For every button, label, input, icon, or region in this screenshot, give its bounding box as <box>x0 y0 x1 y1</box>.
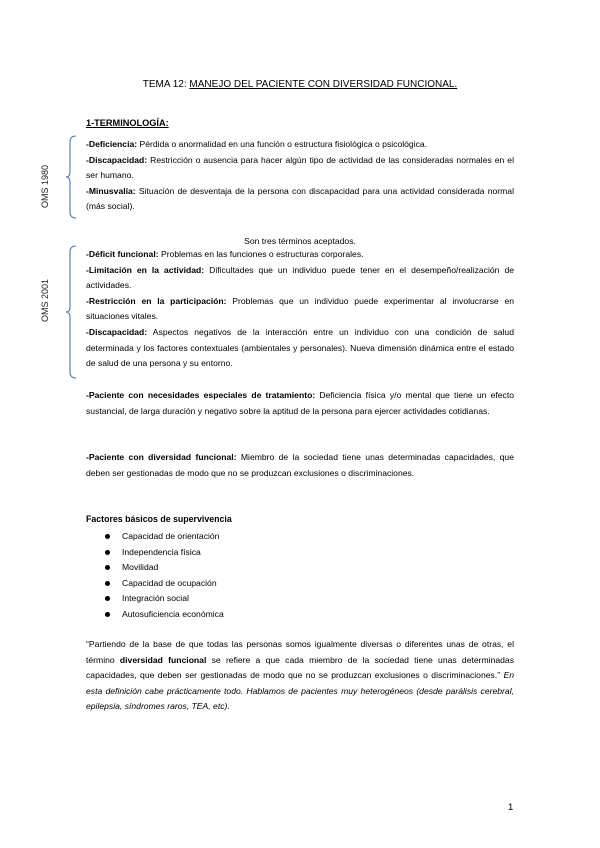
oms-1980-definitions <box>86 137 514 215</box>
list-item: Capacidad de ocupación <box>86 576 224 592</box>
list-item: Movilidad <box>86 560 224 576</box>
title-prefix: TEMA 12: <box>142 79 190 90</box>
oms-2001-definitions <box>86 247 514 372</box>
definition-restriccion-participacion: -Restricción en la participación: Problemas que un individuo puede experimentar al involucrarse en situaciones vitales. <box>86 295 514 322</box>
bullet-icon <box>105 550 110 555</box>
title-main: MANEJO DEL PACIENTE CON DIVERSIDAD FUNCIONAL. <box>189 79 458 90</box>
diversity-quote: “Partiendo de la base de que todas las personas somos igualmente diversas o diferentes unas de otras, el término diversidad funcional se refiere a que cada miembro de la sociedad tiene unas determinadas capacidades, que deben ser gestionadas de modo que no se produzcan exclusiones o discriminaciones.” En esta definición cabe prácticamente todo. Hablamos de pacientes muy heterogéneos (desde parálisis cerebral, epilepsia, síndromes raros, TEA, etc). <box>86 639 514 712</box>
factors-title: Factores básicos de supervivencia <box>86 514 232 524</box>
factors-list <box>86 529 224 623</box>
bullet-icon <box>105 596 110 601</box>
definition-discapacidad-1980: -Discapacidad: Restricción o ausencia para hacer algún tipo de actividad de las consideradas normales en el ser humano. <box>86 154 514 181</box>
bullet-icon <box>105 581 110 586</box>
definition-limitacion-actividad: -Limitación en la actividad: Dificultades que un individuo puede tener en el desempeño/realización de actividades. <box>86 264 514 291</box>
functional-diversity-paragraph: -Paciente con diversidad funcional: Miembro de la sociedad tiene unas determinadas capacidades, que deben ser gestionadas de modo que no se produzcan exclusiones o discriminaciones. <box>86 452 514 478</box>
list-item: Autosuficiencia económica <box>86 607 224 623</box>
list-item: Independencia física <box>86 545 224 561</box>
bullet-icon <box>105 565 110 570</box>
definition-discapacidad-2001: -Discapacidad: Aspectos negativos de la interacción entre un individuo con una condición de salud determinada y los factores contextuales (ambientales y personales). Nueva dimensión dinámica entre el estado de salud de una persona y su entorno. <box>86 326 514 369</box>
oms-2001-brace <box>64 244 78 380</box>
page-number: 1 <box>508 802 514 813</box>
oms-1980-brace <box>64 134 78 220</box>
page-title <box>0 78 600 91</box>
oms-1980-label: OMS 1980 <box>40 164 50 208</box>
list-item: Capacidad de orientación <box>86 529 224 545</box>
section-heading-terminologia: 1-TERMINOLOGÍA: <box>86 118 169 128</box>
list-item: Integración social <box>86 591 224 607</box>
special-needs-paragraph: -Paciente con necesidades especiales de tratamiento: Deficiencia física y/o mental que tiene un efecto sustancial, de larga duración y negativo sobre la aptitud de la persona para ejercer actividades cotidianas. <box>86 390 514 416</box>
definition-deficiencia: -Deficiencia: Pérdida o anormalidad en una función o estructura fisiológica o psicológica. <box>86 139 428 149</box>
definition-minusvalia: -Minusvalía: Situación de desventaja de la persona con discapacidad para una actividad considerada normal (más social). <box>86 185 514 212</box>
bullet-icon <box>105 534 110 539</box>
definition-deficit-funcional: -Déficit funcional: Problemas en las funciones o estructuras corporales. <box>86 249 364 259</box>
oms-2001-label: OMS 2001 <box>40 278 50 322</box>
bullet-icon <box>105 612 110 617</box>
accepted-terms-note: Son tres términos aceptados. <box>244 236 356 246</box>
